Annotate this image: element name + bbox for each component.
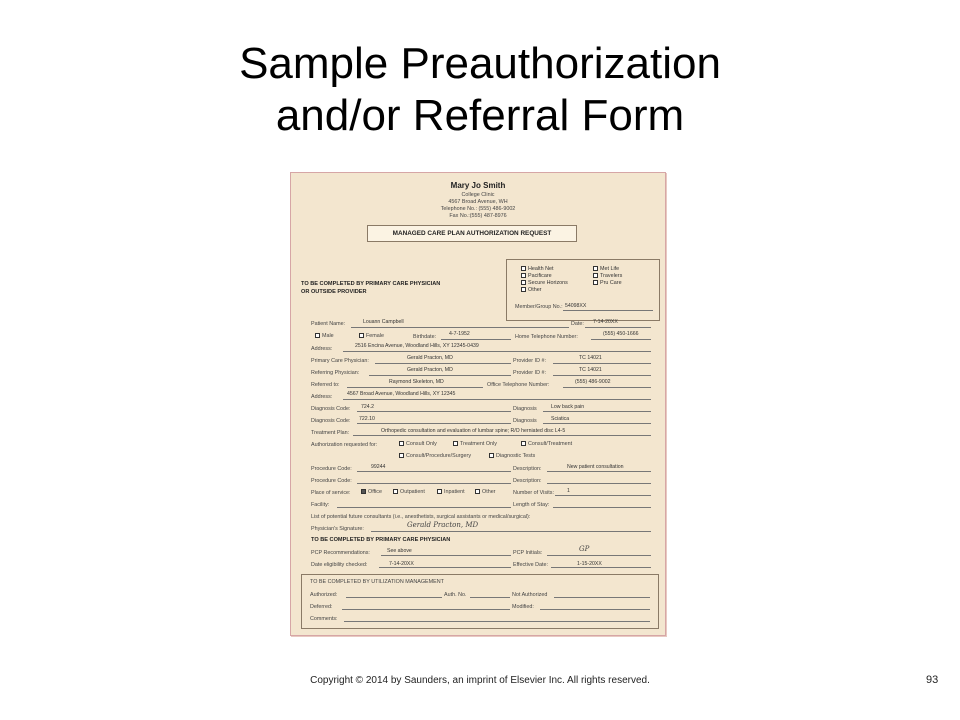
referring-label: Referring Physician: <box>311 370 360 376</box>
diag-code-value-2: 722.10 <box>359 416 375 422</box>
authorized-label: Authorized: <box>310 592 338 598</box>
pcp-section-header: TO BE COMPLETED BY PRIMARY CARE PHYSICIAN <box>311 537 451 543</box>
pcp-initials-label: PCP Initials: <box>513 550 543 556</box>
referred-to-value: Raymond Skeleton, MD <box>389 379 444 385</box>
deferred-label: Deferred: <box>310 604 333 610</box>
diagnosis-label-2: Diagnosis <box>513 418 537 424</box>
length-of-stay-label: Length of Stay: <box>513 502 550 508</box>
visits-label: Number of Visits: <box>513 490 554 496</box>
consultants-label: List of potential future consultants (i.e., anesthetists, surgical assistants or medical/surgical): <box>311 514 531 520</box>
checkbox <box>437 489 442 494</box>
comments-label: Comments: <box>310 616 338 622</box>
home-phone-value: (555) 450-1666 <box>603 331 639 337</box>
checkbox <box>393 489 398 494</box>
checkbox <box>399 441 404 446</box>
proc-code-value-1: 99244 <box>371 464 386 470</box>
female-label: Female <box>366 333 384 339</box>
plan-travelers: Travelers <box>600 273 623 279</box>
checkbox <box>489 453 494 458</box>
place-of-service-label: Place of service: <box>311 490 351 496</box>
pcp-value: Gerald Practon, MD <box>407 355 453 361</box>
form-header-name: Mary Jo Smith <box>450 181 506 190</box>
other-label: Other <box>482 489 496 495</box>
modified-label: Modified: <box>512 604 534 610</box>
provider-id-value-2: TC 14021 <box>579 367 602 373</box>
diagnostic-tests-label: Diagnostic Tests <box>496 453 536 459</box>
diag-code-value-1: 724.2 <box>361 404 374 410</box>
recommendations-value: See above <box>387 548 412 554</box>
date-label: Date: <box>571 321 584 327</box>
plan-pacificare: Pacificare <box>528 273 552 279</box>
date-value: 7-14-20XX <box>593 319 618 325</box>
checkbox <box>521 441 526 446</box>
physician-signature: Gerald Practon, MD <box>407 521 479 529</box>
effective-date-label: Effective Date: <box>513 562 548 568</box>
checkbox <box>521 287 526 292</box>
address-label: Address: <box>311 346 333 352</box>
visits-value: 1 <box>567 488 570 494</box>
description-label-1: Description: <box>513 466 542 472</box>
plan-secure-horizons: Secure Horizons <box>528 280 568 286</box>
slide-title <box>0 38 960 142</box>
plan-other: Other <box>528 287 542 293</box>
not-authorized-label: Not Authorized <box>512 592 548 598</box>
proc-code-label-2: Procedure Code: <box>311 478 352 484</box>
checkbox <box>593 266 598 271</box>
checkbox <box>453 441 458 446</box>
patient-name-value: Louann Campbell <box>363 319 404 325</box>
office-phone-label: Office Telephone Number: <box>487 382 550 388</box>
referred-to-label: Referred to: <box>311 382 340 388</box>
provider-id-label-2: Provider ID #: <box>513 370 546 376</box>
checkbox <box>593 273 598 278</box>
utilization-box <box>301 574 659 629</box>
plan-pru-care: Pru Care <box>600 280 622 286</box>
home-phone-label: Home Telephone Number: <box>515 334 578 340</box>
treatment-label: Treatment Plan: <box>311 430 350 436</box>
form-header-address: 4567 Broad Avenue, WH <box>448 199 508 205</box>
member-value: 54098XX <box>565 303 587 309</box>
diagnosis-value-1: Low back pain <box>551 404 585 410</box>
form-header-telephone: Telephone No.: (555) 486-9002 <box>440 206 516 212</box>
address2-value: 4567 Broad Avenue, Woodland Hills, XY 12345 <box>347 391 456 397</box>
diagnosis-label-1: Diagnosis <box>513 406 537 412</box>
form-header-clinic: College Clinic <box>461 192 495 198</box>
utilization-title: TO BE COMPLETED BY UTILIZATION MANAGEMENT <box>310 579 444 585</box>
referring-value: Gerald Practon, MD <box>407 367 453 373</box>
page-number: 93 <box>926 674 939 686</box>
birthdate-label: Birthdate: <box>413 334 437 340</box>
member-label: Member/Group No.: <box>515 304 563 310</box>
description-value-1: New patient consultation <box>567 464 624 470</box>
description-label-2: Description: <box>513 478 542 484</box>
authorization-form-image <box>290 172 666 636</box>
slide-title-line1: Sample Preauthorization <box>239 39 721 88</box>
auth-requested-label: Authorization requested for: <box>311 442 378 448</box>
facility-label: Facility: <box>311 502 330 508</box>
auth-no-label: Auth. No. <box>444 592 467 598</box>
address2-label: Address: <box>311 394 333 400</box>
proc-code-label-1: Procedure Code: <box>311 466 352 472</box>
form-header-fax: Fax No.:(555) 487-8976 <box>449 213 507 219</box>
eligibility-value: 7-14-20XX <box>389 561 414 567</box>
checkbox <box>521 266 526 271</box>
checkbox-checked <box>361 489 366 494</box>
diag-code-label-2: Diagnosis Code: <box>311 418 351 424</box>
consult-procedure-label: Consult/Procedure/Surgery <box>406 453 472 459</box>
checkbox <box>359 333 364 338</box>
checkbox <box>521 280 526 285</box>
male-label: Male <box>322 333 334 339</box>
section-pcp-line2: OR OUTSIDE PROVIDER <box>301 289 367 295</box>
diagnosis-value-2: Sciatica <box>551 416 570 422</box>
slide-title-line2: and/or Referral Form <box>275 91 685 140</box>
consult-treatment-label: Consult/Treatment <box>528 441 573 447</box>
treatment-only-label: Treatment Only <box>460 441 497 447</box>
consult-only-label: Consult Only <box>406 441 437 447</box>
outpatient-label: Outpatient <box>400 489 425 495</box>
pcp-label: Primary Care Physician: <box>311 358 369 364</box>
copyright-text: Copyright © 2014 by Saunders, an imprint of Elsevier Inc. All rights reserved. <box>310 675 650 686</box>
checkbox <box>399 453 404 458</box>
pcp-initials-value: GP <box>579 545 590 553</box>
checkbox <box>315 333 320 338</box>
inpatient-label: Inpatient <box>444 489 465 495</box>
plan-health-net: Health Net <box>528 266 554 272</box>
diag-code-label-1: Diagnosis Code: <box>311 406 351 412</box>
address-value: 2516 Encina Avenue, Woodland Hills, XY 12345-0439 <box>355 343 479 349</box>
form-box-title: MANAGED CARE PLAN AUTHORIZATION REQUEST <box>367 225 577 242</box>
checkbox <box>475 489 480 494</box>
checkbox <box>521 273 526 278</box>
provider-id-value-1: TC 14021 <box>579 355 602 361</box>
birthdate-value: 4-7-1952 <box>449 331 470 337</box>
office-label: Office <box>368 489 382 495</box>
checkbox <box>593 280 598 285</box>
recommendations-label: PCP Recommendations: <box>311 550 370 556</box>
eligibility-label: Date eligibility checked: <box>311 562 368 568</box>
section-pcp-line1: TO BE COMPLETED BY PRIMARY CARE PHYSICIAN <box>301 281 441 287</box>
provider-id-label-1: Provider ID #: <box>513 358 546 364</box>
office-phone-value: (555) 486-9002 <box>575 379 611 385</box>
signature-label: Physician's Signature: <box>311 526 364 532</box>
effective-date-value: 1-15-20XX <box>577 561 602 567</box>
treatment-value: Orthopedic consultation and evaluation of lumbar spine; R/O herniated disc L4-5 <box>381 428 566 434</box>
plan-met-life: Met Life <box>600 266 620 272</box>
plan-box <box>506 259 660 321</box>
patient-name-label: Patient Name: <box>311 321 346 327</box>
